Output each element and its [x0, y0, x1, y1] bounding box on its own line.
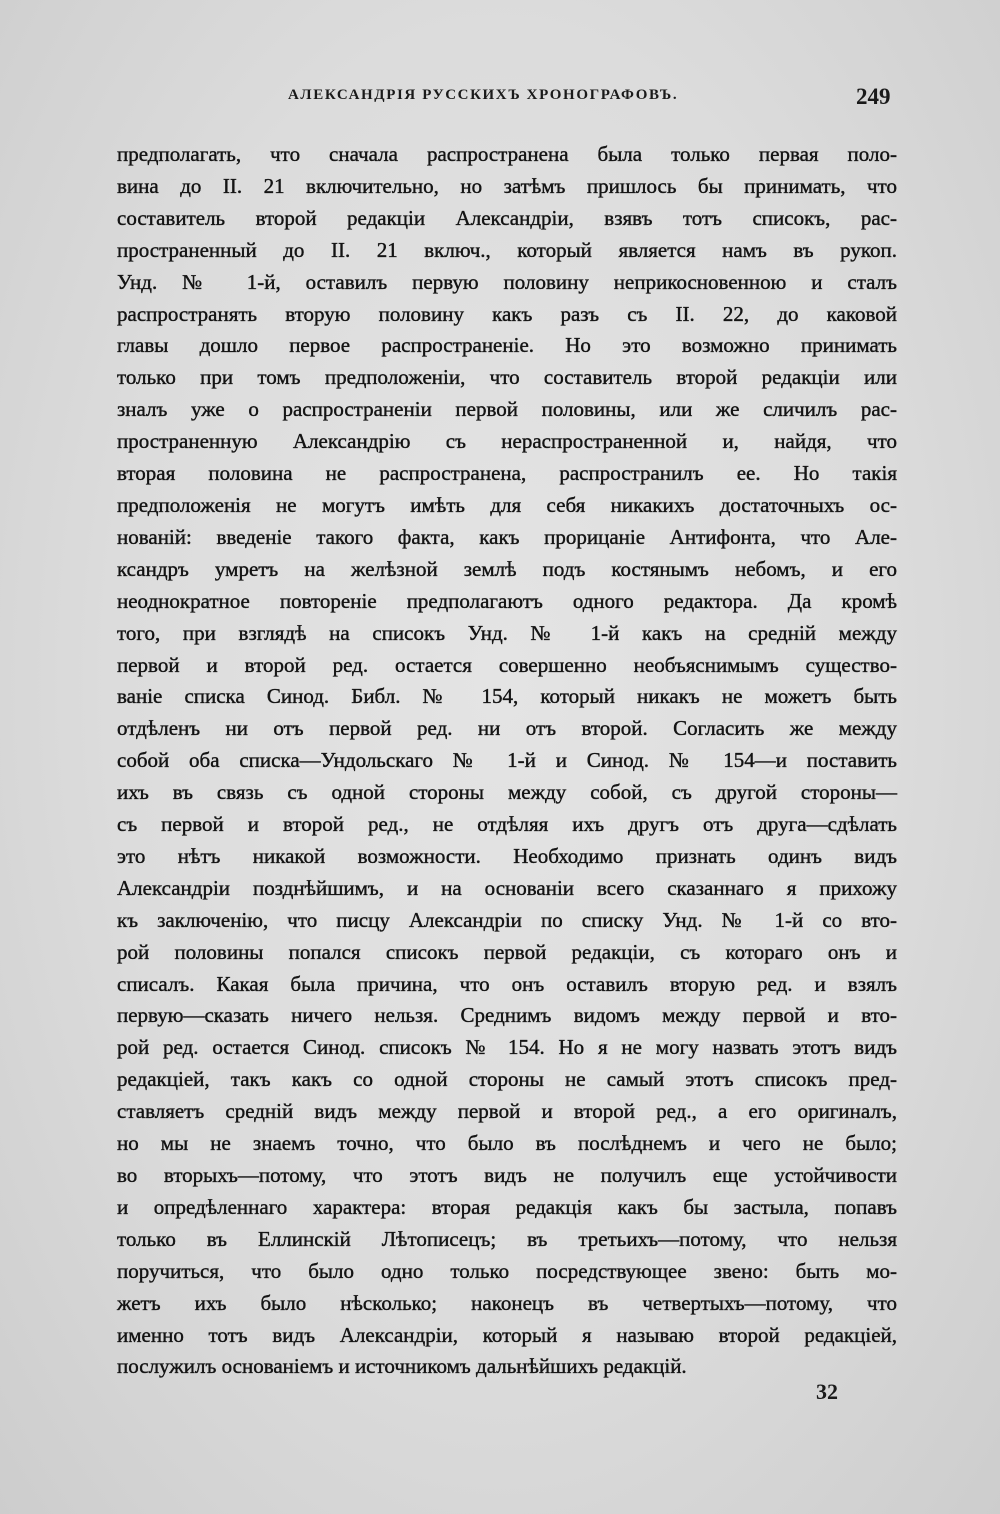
text-line: ставляетъ средній видъ между первой и второй ред., а его оригиналъ, [117, 1099, 897, 1124]
text-line: первой и второй ред. остается совершенно необъяснимымъ существо- [117, 652, 897, 677]
text-line: поручиться, что было одно только посредствующее звено: быть мо- [117, 1258, 897, 1283]
text-line: именно тотъ видъ Александріи, который я называю второй редакціей, [117, 1322, 897, 1347]
text-line: пространенный до II. 21 включ., который является намъ въ рукоп. [117, 237, 897, 262]
text-line: списалъ. Какая была причина, что онъ оставилъ вторую ред. и взялъ [117, 971, 897, 996]
text-line: первую—сказать ничего нельзя. Среднимъ видомъ между первой и вто- [117, 1003, 897, 1028]
text-line: распространять вторую половину какъ разъ съ II. 22, до каковой [117, 301, 897, 326]
text-line: ксандръ умретъ на желѣзной землѣ подъ костянымъ небомъ, и его [117, 556, 897, 581]
running-title: АЛЕКСАНДРІЯ РУССКИХЪ ХРОНОГРАФОВЪ. [288, 87, 679, 103]
text-line: предположенія не могутъ имѣть для себя никакихъ достаточныхъ ос- [117, 492, 897, 517]
text-line: отдѣленъ ни отъ первой ред. ни отъ второй. Согласить же между [117, 716, 897, 741]
text-line: вторая половина не распространена, распространилъ ее. Но такія [117, 461, 897, 486]
text-line: ваніе списка Синод. Библ. № 154, который никакъ не можетъ быть [117, 684, 897, 709]
text-line: съ первой и второй ред., не отдѣляя ихъ другъ отъ друга—сдѣлать [117, 812, 897, 837]
text-line: редакціей, такъ какъ со одной стороны не самый этотъ списокъ пред- [117, 1067, 897, 1092]
text-line: и опредѣленнаго характера: вторая редакція какъ бы застыла, попавъ [117, 1194, 897, 1219]
text-line: вина до II. 21 включительно, но затѣмъ пришлось бы принимать, что [117, 173, 897, 198]
text-line: Александріи позднѣйшимъ, и на основаніи всего сказаннаго я прихожу [117, 875, 897, 900]
text-line: жетъ ихъ было нѣсколько; наконецъ въ четвертыхъ—потому, что [117, 1290, 897, 1315]
text-line: послужилъ основаніемъ и источникомъ дальнѣйшихъ редакцій. [117, 1354, 687, 1379]
text-line: только при томъ предположеніи, что составитель второй редакціи или [117, 365, 897, 390]
text-line: того, при взглядѣ на списокъ Унд. № 1-й какъ на средній между [117, 620, 897, 645]
text-line: пространенную Александрію съ нераспространенной и, найдя, что [117, 429, 897, 454]
text-line: это нѣтъ никакой возможности. Необходимо признать одинъ видъ [117, 843, 897, 868]
text-line: во вторыхъ—потому, что этотъ видъ не получилъ еще устойчивости [117, 1163, 897, 1187]
text-line: составитель второй редакціи Александріи, взявъ тотъ списокъ, рас- [117, 205, 897, 230]
text-line: только въ Еллинскій Лѣтописецъ; въ третьихъ—потому, что нельзя [117, 1226, 897, 1251]
body-text [117, 139, 897, 1383]
page-number: 249 [856, 84, 891, 109]
text-line: рой ред. остается Синод. списокъ № 154. Но я не могу назвать этотъ видъ [117, 1035, 897, 1060]
text-line: но мы не знаемъ точно, что было въ послѣднемъ и чего не было; [117, 1131, 897, 1156]
text-line: ихъ въ связь съ одной стороны между собой, съ другой стороны— [117, 780, 897, 805]
text-line: предполагать, что сначала распространена была только первая поло- [117, 142, 897, 166]
text-line: зналъ уже о распространеніи первой половины, или же сличилъ рас- [117, 397, 897, 422]
text-line: собой оба списка—Ундольскаго № 1-й и Синод. № 154—и поставить [117, 748, 897, 773]
text-line: нованій: введеніе такого факта, какъ прорицаніе Антифонта, что Але- [117, 524, 897, 549]
text-line: главы дошло первое распространеніе. Но это возможно принимать [117, 333, 897, 358]
text-line: неоднократное повтореніе предполагаютъ одного редактора. Да кромѣ [117, 588, 897, 613]
text-line: рой половины попался списокъ первой редакціи, съ котораго онъ и [117, 939, 897, 964]
text-line: къ заключенію, что писцу Александріи по списку Унд. № 1-й со вто- [117, 907, 897, 932]
text-line: Унд. № 1-й, оставилъ первую половину неприкосновенною и сталъ [117, 269, 897, 294]
signature-mark: 32 [816, 1379, 838, 1404]
